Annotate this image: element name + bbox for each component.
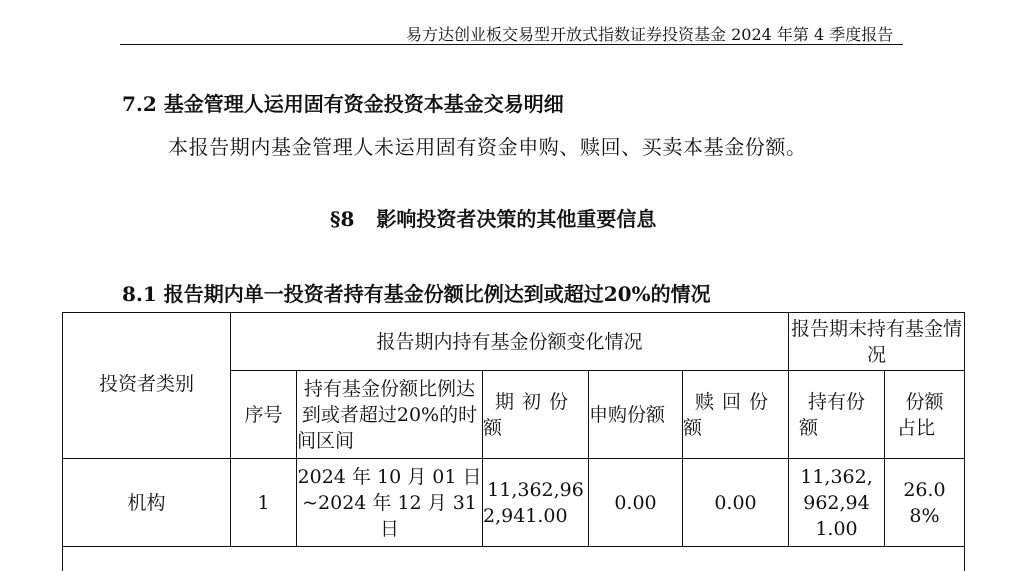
period-header: 持有基金份额比例达到或者超过20%的时间区间 [297, 371, 483, 459]
report-header-title: 易方达创业板交易型开放式指数证券投资基金 2024 年第 4 季度报告 [406, 25, 894, 44]
ratio-cell: 26.08% [885, 459, 965, 547]
table-row [63, 459, 965, 547]
investor-type-header: 投资者类别 [63, 313, 231, 459]
investor-type-cell: 机构 [63, 459, 231, 547]
header-rule [120, 44, 903, 45]
change-group-header: 报告期内持有基金份额变化情况 [231, 313, 789, 371]
initial-header: 期初份额 [483, 371, 589, 459]
holding-header: 持有份额 [789, 371, 885, 459]
section-7-2-heading: 7.2 基金管理人运用固有资金投资本基金交易明细 [122, 92, 564, 116]
seq-cell: 1 [231, 459, 297, 547]
holders-table [62, 312, 965, 571]
end-group-header: 报告期末持有基金情况 [789, 313, 965, 371]
ratio-header: 份额占比 [885, 371, 965, 459]
subscribe-cell: 0.00 [589, 459, 683, 547]
seq-header: 序号 [231, 371, 297, 459]
section-8-number: §8 [330, 207, 355, 231]
subscribe-header: 申购份额 [589, 371, 683, 459]
initial-cell: 11,362,962,941.00 [483, 459, 589, 547]
section-8-title-line [330, 203, 656, 232]
section-7-2-paragraph: 本报告期内基金管理人未运用固有资金申购、赎回、买卖本基金份额。 [168, 135, 807, 159]
table-continuation [63, 547, 965, 571]
period-cell: 2024 年 10 月 01 日~2024 年 12 月 31 日 [297, 459, 483, 547]
redeem-header: 赎回份额 [683, 371, 789, 459]
holding-cell: 11,362,962,941.00 [789, 459, 885, 547]
redeem-cell: 0.00 [683, 459, 789, 547]
section-8-1-heading: 8.1 报告期内单一投资者持有基金份额比例达到或超过20%的情况 [122, 282, 711, 306]
section-8-title: 影响投资者决策的其他重要信息 [376, 207, 657, 231]
